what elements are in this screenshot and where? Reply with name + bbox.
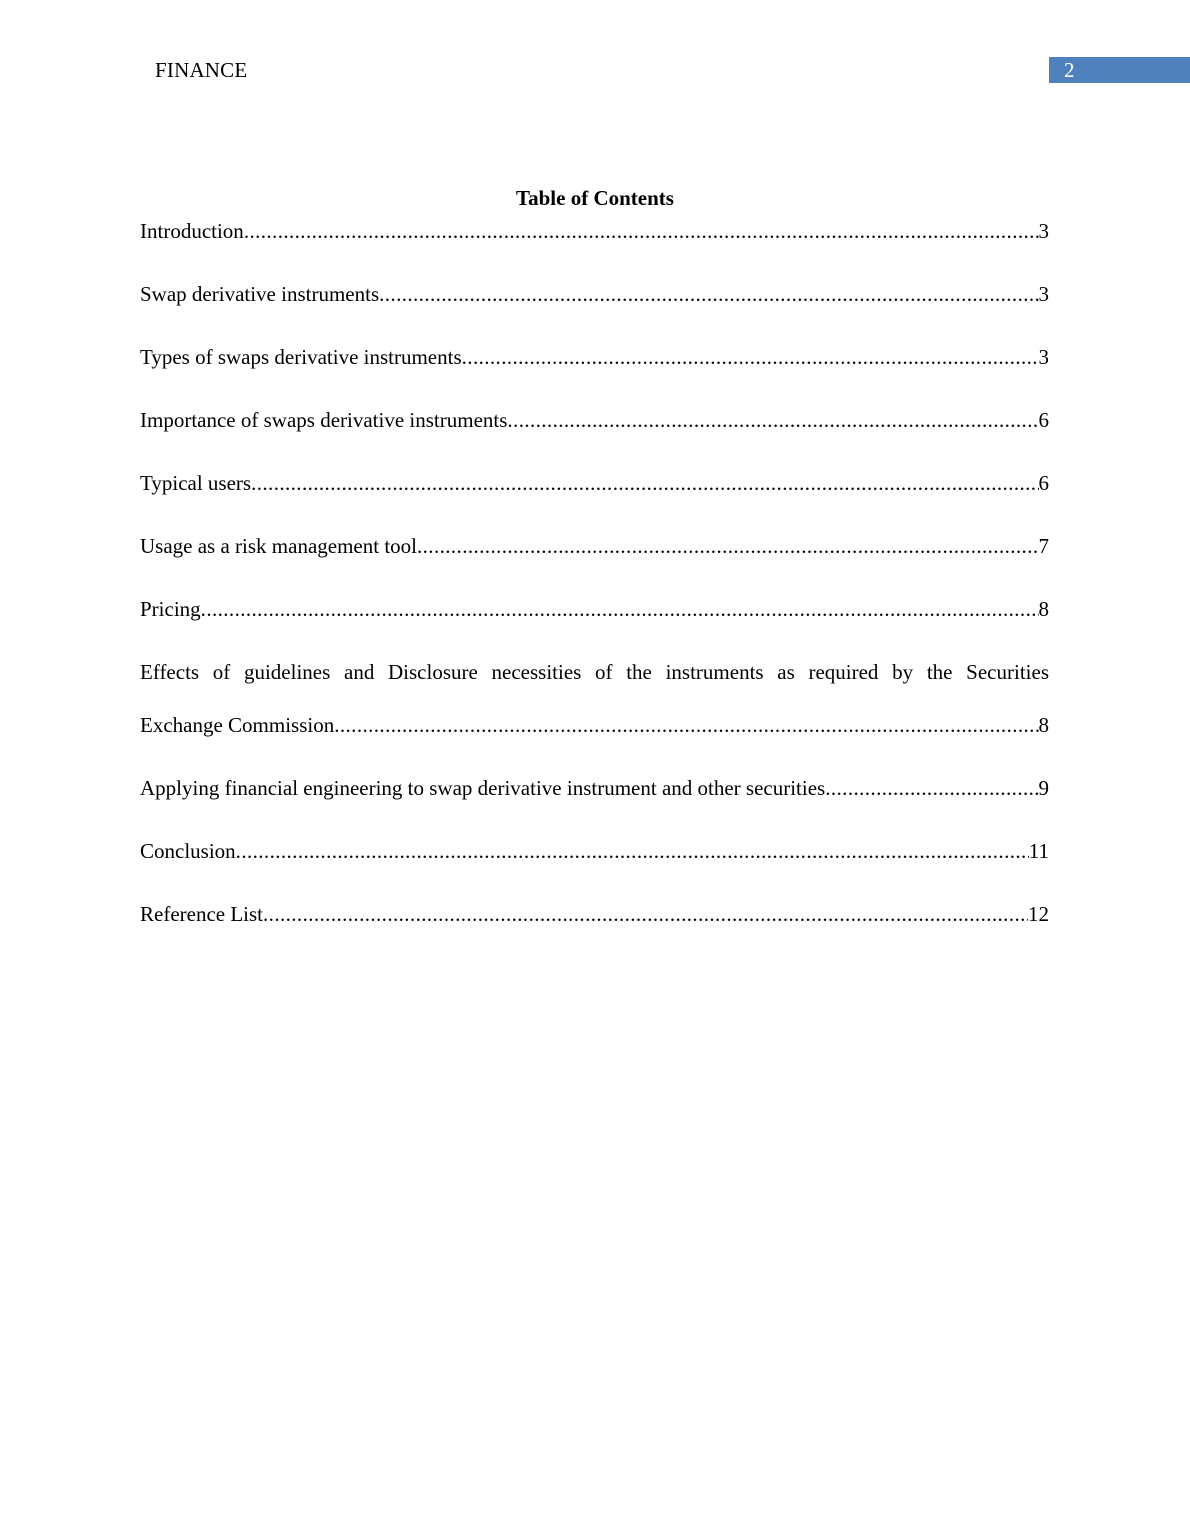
toc-entry-page: 8 xyxy=(1038,597,1049,621)
dot-leader xyxy=(462,344,1039,371)
dot-leader xyxy=(417,533,1039,560)
toc-entry-label: Usage as a risk management tool xyxy=(140,534,417,558)
toc-entry-label: Typical users xyxy=(140,471,252,495)
toc-entry-page: 3 xyxy=(1038,219,1049,243)
toc-entry-label: Types of swaps derivative instruments xyxy=(140,345,462,369)
toc-entry-label: Pricing xyxy=(140,597,201,621)
dot-leader xyxy=(263,901,1028,928)
toc-entry-introduction[interactable] xyxy=(140,218,1049,245)
dot-leader xyxy=(507,407,1038,434)
toc-entry-types-of-swaps[interactable] xyxy=(140,344,1049,371)
dot-leader xyxy=(251,470,1038,497)
toc-entry-label: Importance of swaps derivative instruments xyxy=(140,408,508,432)
toc-entry-conclusion[interactable] xyxy=(140,838,1049,865)
toc-entry-label: Applying financial engineering to swap derivative instrument and other securities xyxy=(140,776,826,800)
toc-entry-page: 11 xyxy=(1028,839,1049,863)
dot-leader xyxy=(201,596,1039,623)
toc-entry-effects-of-guidelines[interactable] xyxy=(140,659,1049,739)
toc-entry-page: 3 xyxy=(1038,282,1049,306)
running-head: FINANCE xyxy=(155,58,248,82)
toc-entry-page: 8 xyxy=(1038,713,1049,737)
dot-leader xyxy=(825,775,1038,802)
toc-entry-label: Swap derivative instruments xyxy=(140,282,380,306)
toc-entry-financial-engineering[interactable] xyxy=(140,775,1049,802)
toc-entry-page: 12 xyxy=(1028,902,1049,926)
toc-entry-page: 7 xyxy=(1038,534,1049,558)
toc-entry-page: 3 xyxy=(1038,345,1049,369)
toc-entry-label: Reference List xyxy=(140,902,264,926)
toc-entry-swap-derivative-instruments[interactable] xyxy=(140,281,1049,308)
toc-entry-reference-list[interactable] xyxy=(140,901,1049,928)
toc-entry-label: Conclusion xyxy=(140,839,236,863)
toc-entry-label: Introduction xyxy=(140,219,244,243)
table-of-contents xyxy=(140,218,1049,964)
toc-entry-page: 6 xyxy=(1038,471,1049,495)
dot-leader xyxy=(379,281,1038,308)
toc-title: Table of Contents xyxy=(516,186,674,210)
dot-leader xyxy=(244,218,1039,245)
toc-entry-page: 9 xyxy=(1038,776,1049,800)
toc-entry-importance-of-swaps[interactable] xyxy=(140,407,1049,434)
dot-leader xyxy=(236,838,1029,865)
dot-leader xyxy=(334,712,1038,739)
toc-entry-risk-management-tool[interactable] xyxy=(140,533,1049,560)
toc-entry-page: 6 xyxy=(1038,408,1049,432)
page-number: 2 xyxy=(1049,57,1190,83)
toc-entry-label-line1: Effects of guidelines and Disclosure necessities of the instruments as required by the Securities xyxy=(140,660,1049,684)
toc-entry-pricing[interactable] xyxy=(140,596,1049,623)
toc-entry-label-line2: Exchange Commission xyxy=(140,713,335,737)
toc-entry-typical-users[interactable] xyxy=(140,470,1049,497)
